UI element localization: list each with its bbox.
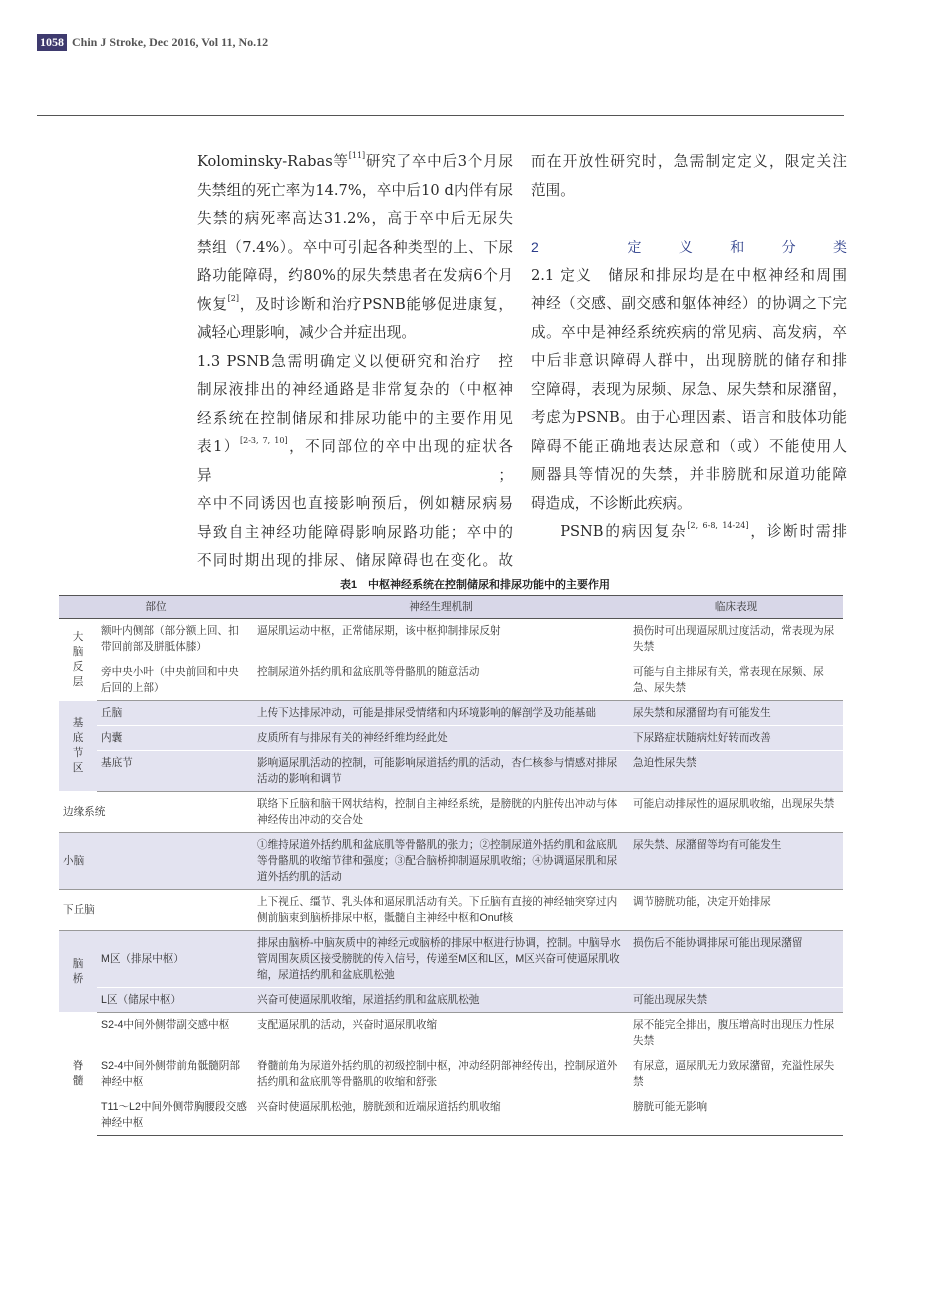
cell-mechanism: 支配逼尿肌的活动，兴奋时逼尿肌收缩	[253, 1013, 629, 1054]
body-line: 失禁组的死亡率为14.7%，卒中后10 d内伴有尿	[197, 181, 513, 199]
cell-site: 下丘脑	[59, 890, 253, 931]
body-line: 碍造成，不诊断此疾病。	[531, 494, 692, 512]
body-line: 不同时期出现的排尿、储尿障碍也在变化。故	[197, 552, 513, 569]
cell-site: M区（排尿中枢）	[97, 931, 253, 988]
cell-mechanism: 皮质所有与排尿有关的神经纤维均经此处	[253, 726, 629, 751]
body-line: 中后非意识障碍人群中，出现膀胱的储存和排	[531, 352, 847, 369]
body-line: 制尿液排出的神经通路是非常复杂的（中枢神	[197, 381, 513, 398]
cell-mechanism: 脊髓前角为尿道外括约肌的初级控制中枢，冲动经阴部神经传出，控制尿道外括约肌和盆底肌等骨骼肌的收缩和舒张	[253, 1054, 629, 1095]
cell-site: 丘脑	[97, 701, 253, 726]
table-row	[59, 833, 843, 890]
body-line: 表1）[2-3, 7, 10]，不同部位的卒中出现的症状各异；	[197, 436, 513, 484]
cell-site: 额叶内侧部（部分额上回、扣带回前部及胼胝体膝）	[97, 619, 253, 660]
cell-clinical: 调节膀胱功能，决定开始排尿	[629, 890, 843, 931]
body-line: 而在开放性研究时，急需制定定义，限定关注	[531, 153, 847, 170]
header-rule	[37, 115, 844, 116]
cell-site: 旁中央小叶（中央前回和中央后回的上部）	[97, 660, 253, 701]
cell-mechanism: 兴奋时使逼尿肌松弛，膀胱颈和近端尿道括约肌收缩	[253, 1095, 629, 1136]
body-line: 导致自主神经功能障碍影响尿路功能；卒中的	[197, 523, 513, 541]
cell-mechanism: 上下视丘、缰节、乳头体和逼尿肌活动有关。下丘脑有直接的神经轴突穿过内侧前脑束到脑桥排尿中枢，骶髓自主神经中枢和Onuf核	[253, 890, 629, 931]
cell-clinical: 可能出现尿失禁	[629, 988, 843, 1013]
citation: [2]	[227, 293, 240, 303]
cell-site: T11～L2中间外侧带胸腰段交感神经中枢	[97, 1095, 253, 1136]
table-row	[59, 701, 843, 726]
cell-clinical: 尿失禁、尿潴留等均有可能发生	[629, 833, 843, 890]
body-line: 1.3 PSNB急需明确定义以便研究和治疗 控	[197, 352, 513, 370]
body-line: 空障碍，表现为尿频、尿急、尿失禁和尿潴留，	[531, 380, 847, 398]
body-line: 禁组（7.4%）。卒中可引起各种类型的上、下尿	[197, 238, 513, 256]
section-heading: 2 定义和分类	[531, 239, 847, 255]
citation: [11]	[348, 151, 366, 160]
citation: [2-3, 7, 10]	[240, 436, 288, 445]
right-column	[531, 148, 847, 547]
cell-clinical: 尿不能完全排出，腹压增高时出现压力性尿失禁	[629, 1013, 843, 1054]
cell-site: S2-4中间外侧带副交感中枢	[97, 1013, 253, 1054]
cell-clinical: 可能与自主排尿有关，常表现在尿频、尿急、尿失禁	[629, 660, 843, 701]
cell-site: 小脑	[59, 833, 253, 890]
body-line: 2.1 定义 储尿和排尿均是在中枢神经和周围	[531, 266, 847, 284]
table-row	[59, 988, 843, 1013]
cell-clinical: 尿失禁和尿潴留均有可能发生	[629, 701, 843, 726]
body-line: 减轻心理影响，减少合并症出现。	[197, 324, 416, 341]
body-line: 神经（交感、副交感和躯体神经）的协调之下完	[531, 295, 847, 312]
body-line: 障碍不能正确地表达尿意和（或）不能使用人	[531, 437, 847, 455]
cell-mechanism: 联络下丘脑和脑干网状结构，控制自主神经系统，是膀胱的内脏传出冲动与体神经传出冲动的交合处	[253, 792, 629, 833]
group-label: 脑桥	[59, 931, 97, 1013]
cell-mechanism: 影响逼尿肌活动的控制，可能影响尿道括约肌的活动，杏仁核参与情感对排尿活动的影响和调节	[253, 751, 629, 792]
cell-clinical: 有尿意，逼尿肌无力致尿潴留，充溢性尿失禁	[629, 1054, 843, 1095]
table-row	[59, 1054, 843, 1095]
body-line: 恢复[2]，及时诊断和治疗PSNB能够促进康复，	[197, 293, 513, 313]
cell-mechanism: 兴奋可使逼尿肌收缩，尿道括约肌和盆底肌松弛	[253, 988, 629, 1013]
function-table	[59, 595, 843, 1136]
table-row	[59, 890, 843, 931]
cell-site: 基底节	[97, 751, 253, 792]
table-row	[59, 751, 843, 792]
group-label: 基底节区	[59, 701, 97, 792]
body-line: Kolominsky-Rabas等[11]研究了卒中后3个月尿	[197, 151, 513, 170]
running-header	[37, 33, 268, 51]
body-line: PSNB的病因复杂[2, 6-8, 14-24]，诊断时需排	[560, 521, 847, 540]
table-row	[59, 726, 843, 751]
body-line: 厕器具等情况的失禁，并非膀胱和尿道功能障	[531, 466, 847, 483]
group-label: 脊髓	[59, 1013, 97, 1136]
table-row	[59, 619, 843, 660]
table-row	[59, 660, 843, 701]
cell-clinical: 下尿路症状随病灶好转而改善	[629, 726, 843, 751]
body-line: 路功能障碍，约80%的尿失禁患者在发病6个月	[197, 267, 513, 284]
body-line: 范围。	[531, 181, 575, 199]
table-row	[59, 792, 843, 833]
cell-site: 内囊	[97, 726, 253, 751]
table-row	[59, 1013, 843, 1054]
cell-site: L区（储尿中枢）	[97, 988, 253, 1013]
body-line: 卒中不同诱因也直接影响预后，例如糖尿病易	[197, 495, 513, 512]
cell-site: 边缘系统	[59, 792, 253, 833]
page-number: 1058	[37, 34, 67, 51]
table-row	[59, 1095, 843, 1136]
cell-mechanism: 控制尿道外括约肌和盆底肌等骨骼肌的随意活动	[253, 660, 629, 701]
header-mechanism: 神经生理机制	[253, 596, 629, 619]
cell-clinical: 损伤后不能协调排尿可能出现尿潴留	[629, 931, 843, 988]
cell-clinical: 可能启动排尿性的逼尿肌收缩，出现尿失禁	[629, 792, 843, 833]
body-line: 失禁的病死率高达31.2%，高于卒中后无尿失	[197, 210, 513, 227]
cell-site: S2-4中间外侧带前角骶髓阴部神经中枢	[97, 1054, 253, 1095]
header-clinical: 临床表现	[629, 596, 843, 619]
citation: [2, 6-8, 14-24]	[687, 521, 749, 530]
left-column	[197, 148, 513, 576]
body-line: 考虑为PSNB。由于心理因素、语言和肢体功能	[531, 409, 847, 426]
table-caption: 表1 中枢神经系统在控制储尿和排尿功能中的主要作用	[339, 579, 611, 591]
cell-mechanism: ①维持尿道外括约肌和盆底肌等骨骼肌的张力；②控制尿道外括约肌和盆底肌等骨骼肌的收缩节律和强度；③配合脑桥抑制逼尿肌收缩；④协调逼尿肌和尿道外括约肌的活动	[253, 833, 629, 890]
body-line: 经系统在控制储尿和排尿功能中的主要作用见	[197, 409, 513, 427]
cell-clinical: 急迫性尿失禁	[629, 751, 843, 792]
journal-citation: Chin J Stroke, Dec 2016, Vol 11, No.12	[72, 34, 269, 49]
header-site: 部位	[59, 596, 253, 619]
table-header-row	[59, 596, 843, 619]
cell-mechanism: 逼尿肌运动中枢，正常储尿期，该中枢抑制排尿反射	[253, 619, 629, 660]
body-line: 成。卒中是神经系统疾病的常见病、高发病，卒	[531, 323, 847, 341]
cell-mechanism: 上传下达排尿冲动，可能是排尿受情绪和内环境影响的解剖学及功能基础	[253, 701, 629, 726]
cell-mechanism: 排尿由脑桥-中脑灰质中的神经元或脑桥的排尿中枢进行协调，控制。中脑导水管周围灰质区接受膀胱的传入信号，传递至M区和L区，M区兴奋可使逼尿肌收缩，尿道括约肌和盆底肌松弛	[253, 931, 629, 988]
cell-clinical: 损伤时可出现逼尿肌过度活动，常表现为尿失禁	[629, 619, 843, 660]
group-label: 大脑反层	[59, 619, 97, 701]
table-row	[59, 931, 843, 988]
cell-clinical: 膀胱可能无影响	[629, 1095, 843, 1136]
